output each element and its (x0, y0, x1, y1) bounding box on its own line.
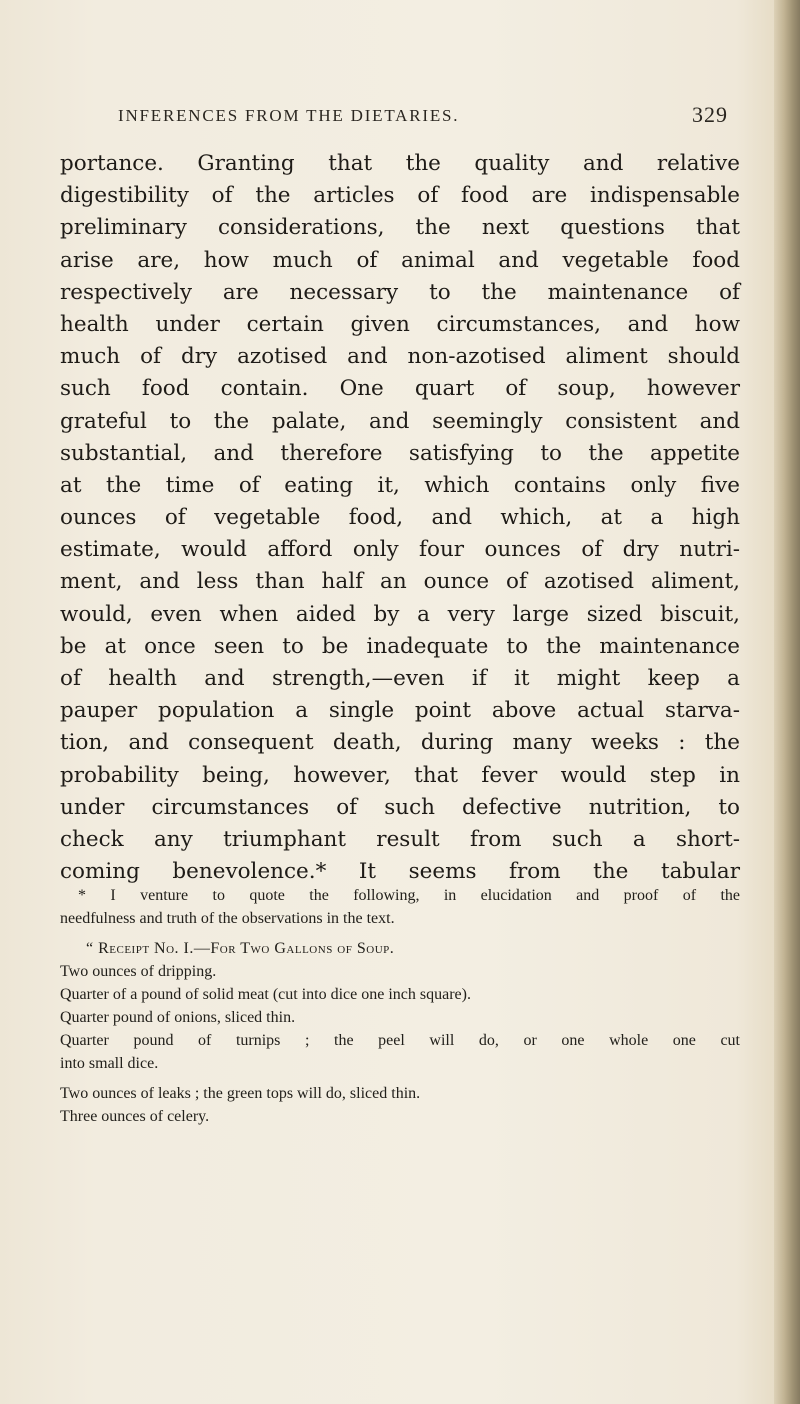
body-line: grateful to the palate, and seemingly consistent and (60, 408, 740, 434)
footnote-line: * I venture to quote the following, in elucidation and proof of the (78, 887, 740, 904)
body-line: probability being, however, that fever would step in (60, 762, 740, 788)
body-line: ounces of vegetable food, and which, at a high (60, 505, 740, 531)
body-line: preliminary considerations, the next questions that (60, 215, 740, 241)
body-line: much of dry azotised and non-azotised aliment should (60, 344, 740, 370)
body-line: arise are, how much of animal and vegetable food (60, 247, 740, 273)
body-line: estimate, would afford only four ounces of dry nutri- (60, 537, 740, 563)
receipt-title: “ Receipt No. I.—For Two Gallons of Soup. (86, 940, 395, 957)
body-line: would, even when aided by a very large sized biscuit, (60, 601, 740, 627)
body-line: such food contain. One quart of soup, however (60, 376, 740, 402)
body-line: portance. Granting that the quality and relative (60, 151, 740, 176)
body-line: tion, and consequent death, during many weeks : the (60, 730, 740, 756)
running-head: INFERENCES FROM THE DIETARIES. (118, 106, 460, 125)
body-line: health under certain given circumstances, and how (60, 311, 740, 337)
body-line: check any triumphant result from such a short- (60, 826, 740, 852)
footnote-gap (60, 930, 740, 937)
receipt-item: Quarter of a pound of solid meat (cut into dice one inch square). (60, 986, 471, 1003)
receipt-item: Three ounces of celery. (60, 1108, 210, 1125)
body-line: at the time of eating it, which contains only five (60, 472, 740, 498)
page-header (118, 102, 728, 142)
receipt-item: Quarter pound of turnips ; the peel will do, or one whole one cut (60, 1032, 740, 1049)
body-line: substantial, and therefore satisfying to the appetite (60, 440, 740, 466)
page-number: 329 (692, 102, 728, 127)
receipt-item: Two ounces of dripping. (60, 963, 217, 980)
body-line: be at once seen to be inadequate to the maintenance (60, 633, 740, 659)
footnote-line: needfulness and truth of the observations in the text. (60, 910, 395, 927)
body-line: ment, and less than half an ounce of azotised aliment, (60, 569, 740, 595)
body-line: under circumstances of such defective nutrition, to (60, 794, 740, 820)
body-line: coming benevolence.* It seems from the tabular (60, 859, 740, 885)
receipt-item: into small dice. (60, 1055, 159, 1072)
body-line: of health and strength,—even if it might keep a (60, 666, 740, 691)
receipt-item: Quarter pound of onions, sliced thin. (60, 1009, 296, 1026)
body-line: pauper population a single point above actual starva- (60, 698, 740, 724)
body-paragraph (60, 148, 740, 888)
page-spine-shadow (774, 0, 800, 1404)
receipt-item: Two ounces of leaks ; the green tops will do, sliced thin. (60, 1085, 421, 1102)
body-line: digestibility of the articles of food are indispensable (60, 183, 740, 209)
footnote (60, 884, 740, 1128)
body-line: respectively are necessary to the maintenance of (60, 279, 740, 305)
footnote-gap (60, 1075, 740, 1082)
